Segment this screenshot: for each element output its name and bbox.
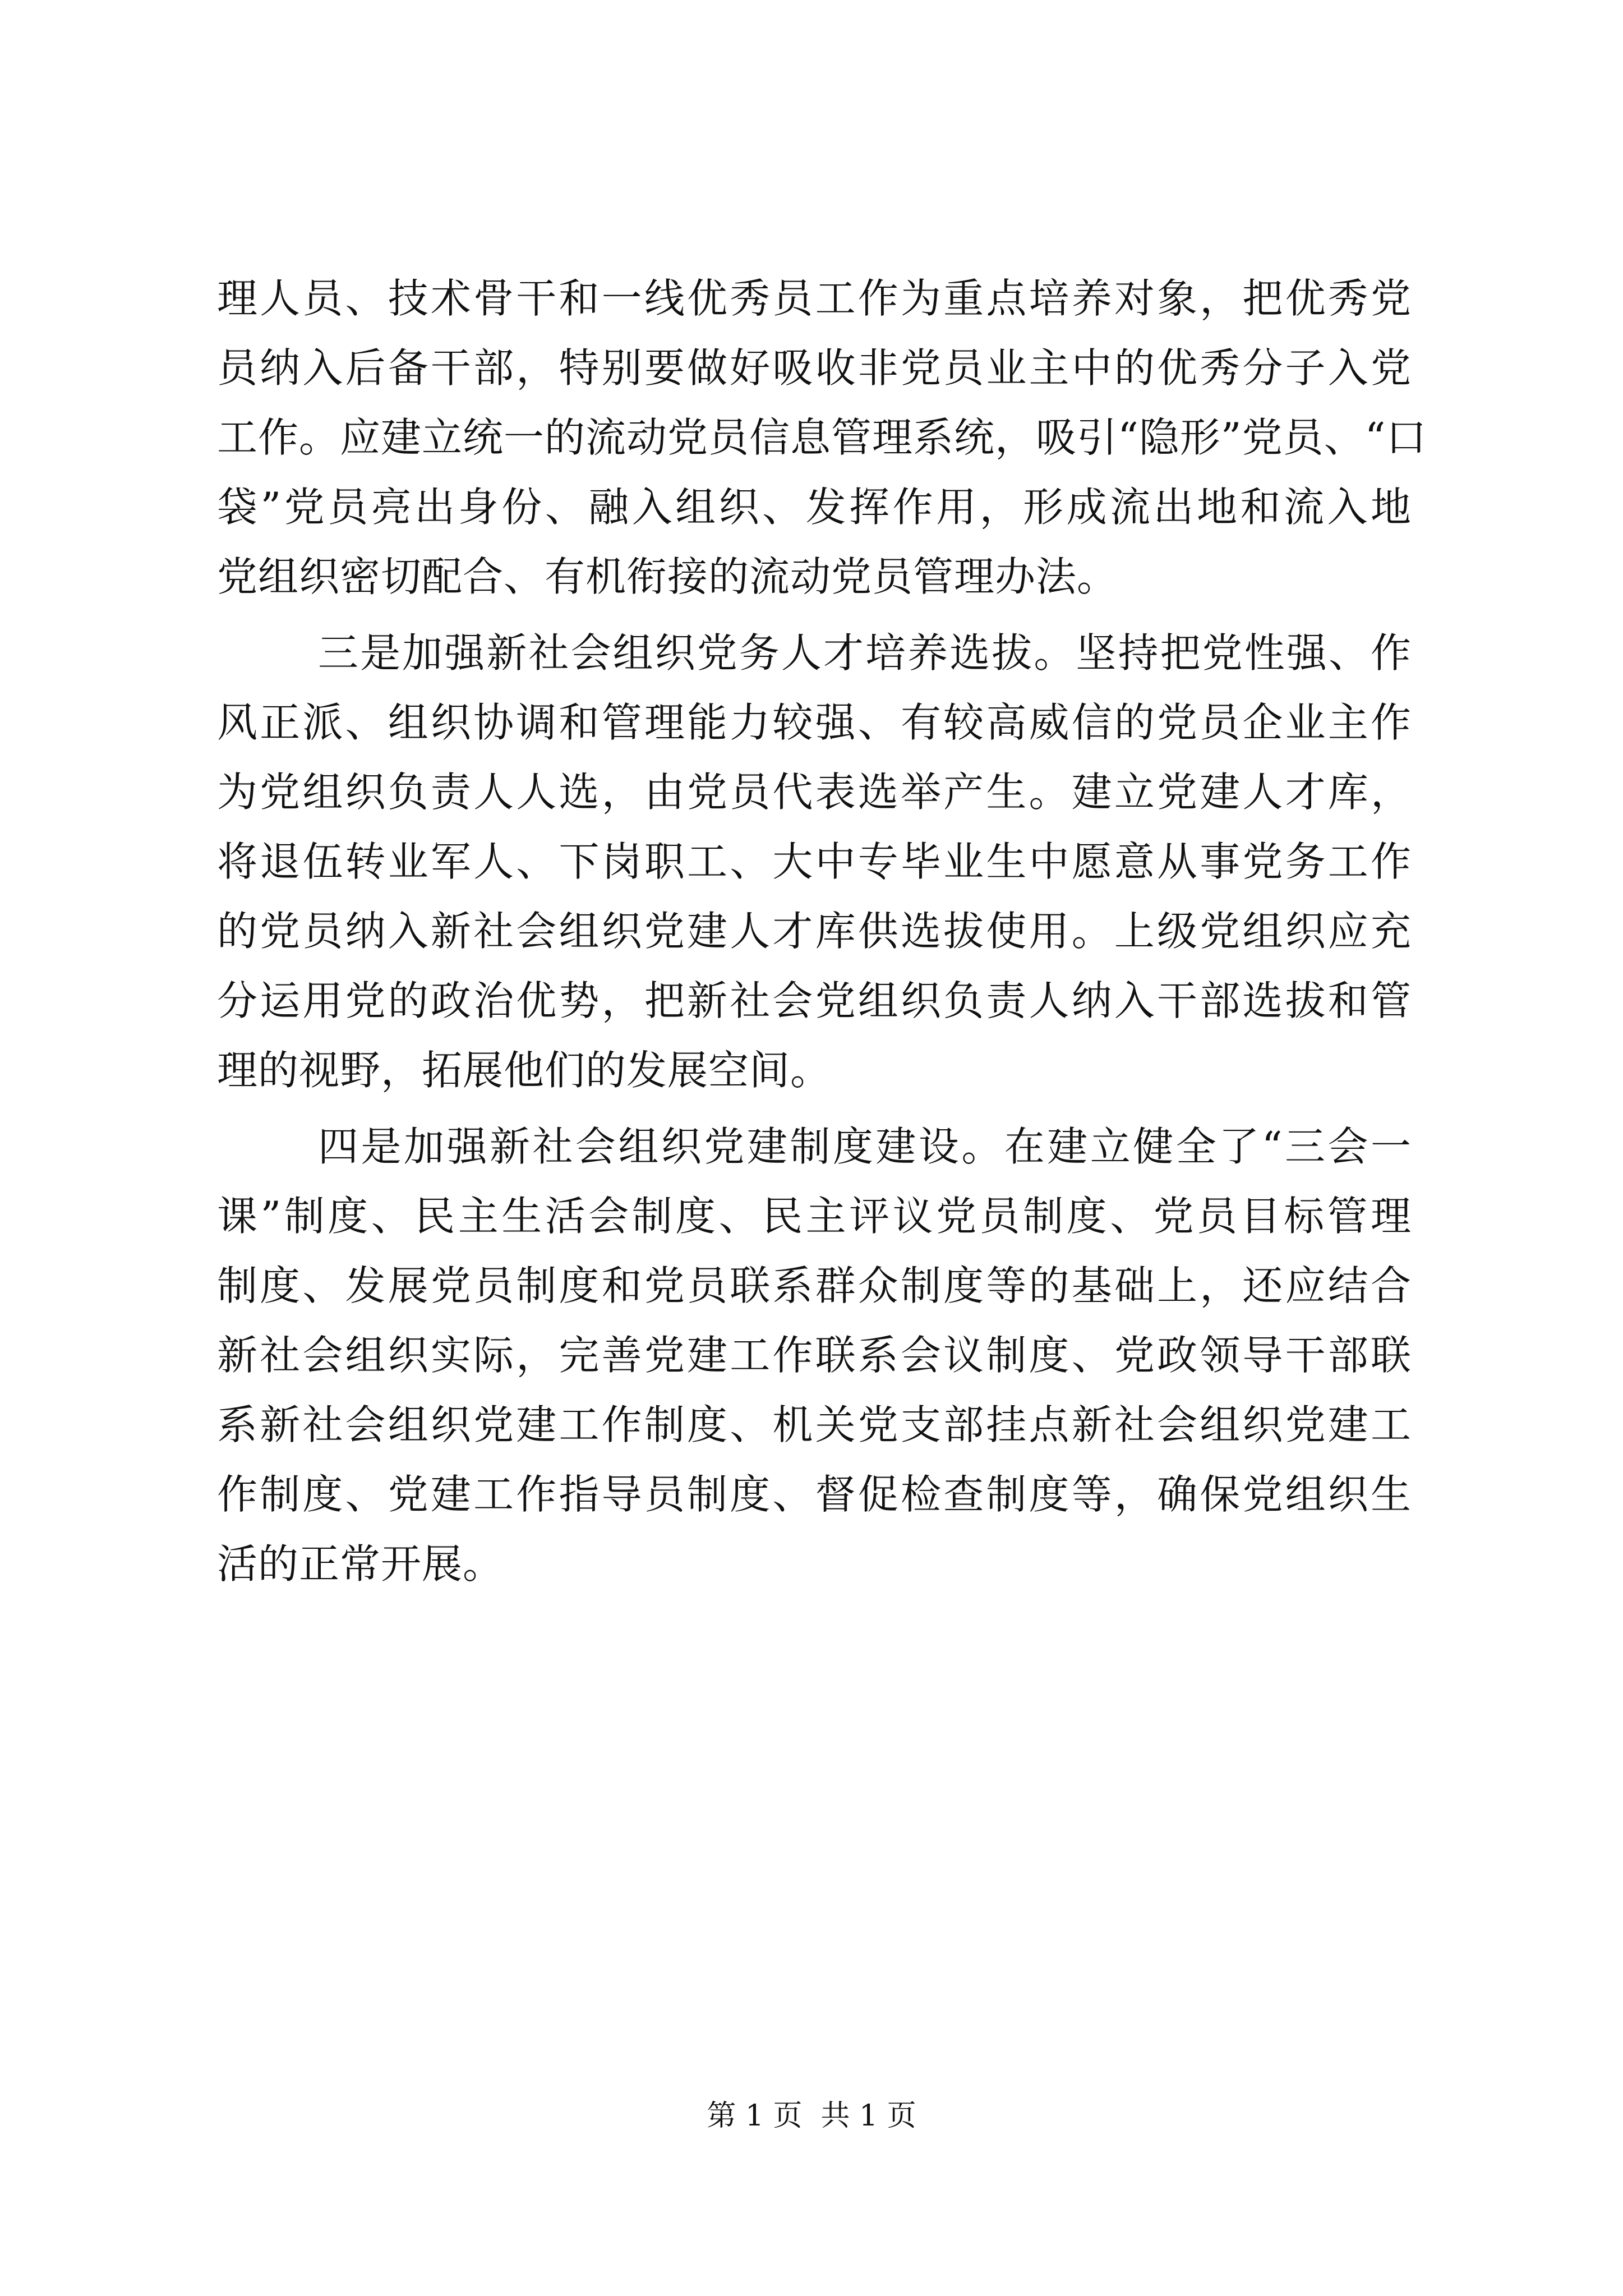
text-line: 制度、发展党员制度和党员联系群众制度等的基础上，还应结合 xyxy=(217,1262,1412,1309)
paragraph xyxy=(217,618,1412,1105)
text-line: 工作。应建立统一的流动党员信息管理系统，吸引“隐形”党员、“口 xyxy=(217,414,1427,461)
text-line: 活的正常开展。 xyxy=(217,1540,504,1588)
text-line: 作制度、党建工作指导员制度、督促检查制度等，确保党组织生 xyxy=(217,1471,1412,1518)
text-line: 系新社会组织党建工作制度、机关党支部挂点新社会组织党建工 xyxy=(217,1401,1412,1448)
page-number-footer: 第 1 页 共 1 页 xyxy=(707,2099,916,2133)
text-line: 理人员、技术骨干和一线优秀员工作为重点培养对象，把优秀党 xyxy=(217,275,1412,322)
text-line: 将退伍转业军人、下岗职工、大中专毕业生中愿意从事党务工作 xyxy=(217,838,1412,885)
text-line: 的党员纳入新社会组织党建人才库供选拔使用。上级党组织应充 xyxy=(217,908,1412,955)
text-line: 三是加强新社会组织党务人才培养选拔。坚持把党性强、作 xyxy=(318,629,1412,677)
text-line: 分运用党的政治优势，把新社会党组织负责人纳入干部选拔和管 xyxy=(217,977,1412,1024)
text-line: 风正派、组织协调和管理能力较强、有较高威信的党员企业主作 xyxy=(217,699,1412,746)
paragraph xyxy=(217,1112,1412,1599)
text-line: 理的视野，拓展他们的发展空间。 xyxy=(217,1047,832,1094)
text-line: 党组织密切配合、有机衔接的流动党员管理办法。 xyxy=(217,553,1118,600)
text-line: 为党组织负责人人选，由党员代表选举产生。建立党建人才库， xyxy=(217,769,1412,816)
text-line: 新社会组织实际，完善党建工作联系会议制度、党政领导干部联 xyxy=(217,1332,1412,1379)
text-line: 袋”党员亮出身份、融入组织、发挥作用，形成流出地和流入地 xyxy=(217,484,1412,531)
text-line: 员纳入后备干部，特别要做好吸收非党员业主中的优秀分子入党 xyxy=(217,344,1412,392)
paragraph xyxy=(217,264,1427,611)
document-body xyxy=(217,264,1427,1599)
text-line: 课”制度、民主生活会制度、民主评议党员制度、党员目标管理 xyxy=(217,1193,1412,1240)
text-line: 四是加强新社会组织党建制度建设。在建立健全了“三会一 xyxy=(318,1123,1412,1170)
